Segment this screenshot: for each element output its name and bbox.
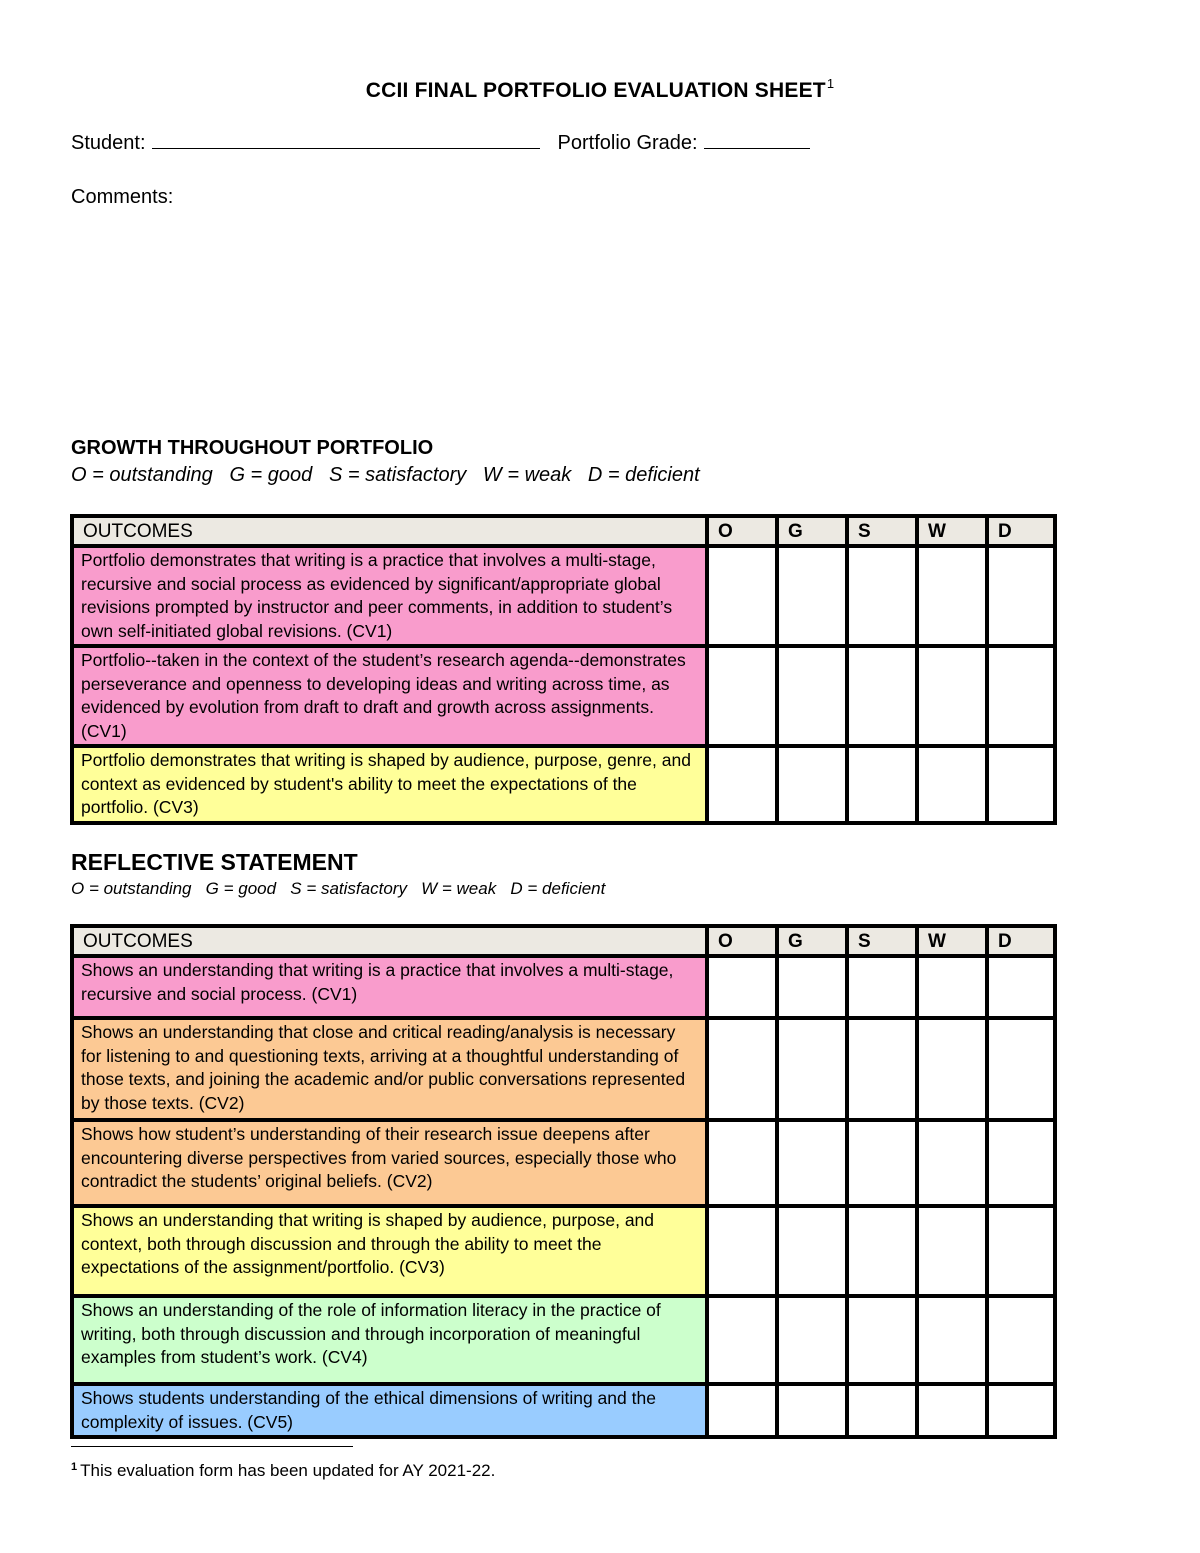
grade-cell-o[interactable]: [707, 956, 777, 1018]
grade-cell-d[interactable]: [987, 1296, 1055, 1384]
table-row: [72, 1296, 1055, 1384]
grade-cell-s[interactable]: [847, 1206, 917, 1296]
grade-header-g: G: [777, 926, 847, 956]
grade-cell-w[interactable]: [917, 1296, 987, 1384]
grade-header-d: D: [987, 926, 1055, 956]
table-header-row: [72, 926, 1055, 956]
table-row: [72, 546, 1055, 646]
grade-header-g: G: [777, 516, 847, 546]
portfolio-grade-field[interactable]: [704, 130, 810, 149]
grade-cell-g[interactable]: [777, 1018, 847, 1120]
table-row: [72, 646, 1055, 746]
comments-label: Comments:: [71, 186, 174, 208]
grade-header-w: W: [917, 926, 987, 956]
reflective-grade-legend: O = outstanding G = good S = satisfactory W = weak D = deficient: [71, 879, 606, 898]
grade-cell-s[interactable]: [847, 746, 917, 823]
outcome-description: Shows an understanding of the role of information literacy in the practice of writing, both through discussion and through incorporation of meaningful examples from student’s work. (CV4): [72, 1296, 707, 1384]
grade-cell-o[interactable]: [707, 1296, 777, 1384]
grade-cell-o[interactable]: [707, 746, 777, 823]
grade-cell-g[interactable]: [777, 1296, 847, 1384]
grade-cell-d[interactable]: [987, 1384, 1055, 1437]
table-row: [72, 1206, 1055, 1296]
table-row: [72, 1384, 1055, 1437]
growth-grade-legend: O = outstanding G = good S = satisfactory W = weak D = deficient: [71, 464, 700, 486]
grade-cell-d[interactable]: [987, 1206, 1055, 1296]
table-header-row: [72, 516, 1055, 546]
outcome-description: Portfolio demonstrates that writing is a practice that involves a multi-stage, recursive and social process as evidenced by significant/appropriate global revisions prompted by instructor and peer comments, in addition to student’s own self-initiated global revisions. (CV1): [72, 546, 707, 646]
student-name-field[interactable]: [152, 130, 540, 149]
outcomes-header: OUTCOMES: [72, 516, 707, 546]
grade-cell-o[interactable]: [707, 646, 777, 746]
page-title: [0, 76, 1200, 103]
grade-cell-d[interactable]: [987, 1018, 1055, 1120]
outcome-description: Shows an understanding that writing is shaped by audience, purpose, and context, both through discussion and through the ability to meet the expectations of the assignment/portfolio. (CV3): [72, 1206, 707, 1296]
grade-cell-s[interactable]: [847, 1384, 917, 1437]
grade-cell-w[interactable]: [917, 546, 987, 646]
grade-cell-s[interactable]: [847, 1018, 917, 1120]
grade-cell-g[interactable]: [777, 746, 847, 823]
grade-cell-s[interactable]: [847, 1296, 917, 1384]
portfolio-grade-label: Portfolio Grade:: [557, 132, 698, 154]
outcome-description: Shows students understanding of the ethical dimensions of writing and the complexity of issues. (CV5): [72, 1384, 707, 1437]
table-row: [72, 1018, 1055, 1120]
grade-cell-d[interactable]: [987, 956, 1055, 1018]
grade-cell-w[interactable]: [917, 1018, 987, 1120]
grade-cell-s[interactable]: [847, 1120, 917, 1206]
grade-cell-g[interactable]: [777, 646, 847, 746]
table-row: [72, 746, 1055, 823]
outcome-description: Shows how student’s understanding of their research issue deepens after encountering diverse perspectives from varied sources, especially those who contradict the students’ original beliefs. (CV2): [72, 1120, 707, 1206]
reflective-outcomes-table: [70, 924, 1057, 1439]
grade-cell-w[interactable]: [917, 646, 987, 746]
grade-cell-o[interactable]: [707, 1384, 777, 1437]
table-row: [72, 956, 1055, 1018]
grade-cell-o[interactable]: [707, 1120, 777, 1206]
grade-cell-o[interactable]: [707, 1018, 777, 1120]
grade-cell-o[interactable]: [707, 1206, 777, 1296]
grade-cell-g[interactable]: [777, 956, 847, 1018]
grade-cell-s[interactable]: [847, 956, 917, 1018]
student-label: Student:: [71, 132, 146, 154]
growth-section-heading: GROWTH THROUGHOUT PORTFOLIO: [71, 437, 434, 459]
reflective-section-heading: REFLECTIVE STATEMENT: [71, 849, 358, 875]
title-text: CCII FINAL PORTFOLIO EVALUATION SHEET: [365, 79, 826, 102]
outcome-description: Portfolio demonstrates that writing is shaped by audience, purpose, genre, and context as evidenced by student's ability to meet the expectations of the portfolio. (CV3): [72, 746, 707, 823]
grade-header-s: S: [847, 516, 917, 546]
grade-cell-s[interactable]: [847, 646, 917, 746]
grade-cell-g[interactable]: [777, 1206, 847, 1296]
outcome-description: Shows an understanding that writing is a practice that involves a multi-stage, recursive and social process. (CV1): [72, 956, 707, 1018]
outcome-description: Shows an understanding that close and critical reading/analysis is necessary for listening to and questioning texts, arriving at a thoughtful understanding of those texts, and joining the academic and/or public conversations represented by those texts. (CV2): [72, 1018, 707, 1120]
grade-cell-w[interactable]: [917, 1120, 987, 1206]
title-footnote-marker: 1: [826, 76, 835, 91]
grade-header-o: O: [707, 516, 777, 546]
grade-cell-w[interactable]: [917, 956, 987, 1018]
grade-cell-w[interactable]: [917, 1206, 987, 1296]
outcomes-header: OUTCOMES: [72, 926, 707, 956]
grade-header-s: S: [847, 926, 917, 956]
grade-cell-d[interactable]: [987, 746, 1055, 823]
grade-cell-w[interactable]: [917, 1384, 987, 1437]
grade-header-w: W: [917, 516, 987, 546]
grade-cell-s[interactable]: [847, 546, 917, 646]
grade-cell-d[interactable]: [987, 546, 1055, 646]
footnote-marker: 1: [71, 1461, 78, 1473]
grade-cell-d[interactable]: [987, 646, 1055, 746]
table-row: [72, 1120, 1055, 1206]
grade-header-d: D: [987, 516, 1055, 546]
grade-cell-g[interactable]: [777, 546, 847, 646]
grade-cell-g[interactable]: [777, 1120, 847, 1206]
footnote: [71, 1461, 495, 1481]
grade-cell-d[interactable]: [987, 1120, 1055, 1206]
grade-cell-o[interactable]: [707, 546, 777, 646]
footnote-text: This evaluation form has been updated for AY 2021-22.: [80, 1461, 496, 1480]
growth-outcomes-table: [70, 514, 1057, 825]
student-grade-row: [71, 130, 810, 155]
grade-cell-w[interactable]: [917, 746, 987, 823]
outcome-description: Portfolio--taken in the context of the student’s research agenda--demonstrates perseverance and openness to developing ideas and writing across time, as evidenced by evolution from draft to draft and growth across assignments. (CV1): [72, 646, 707, 746]
grade-header-o: O: [707, 926, 777, 956]
grade-cell-g[interactable]: [777, 1384, 847, 1437]
footnote-divider: [71, 1446, 353, 1447]
